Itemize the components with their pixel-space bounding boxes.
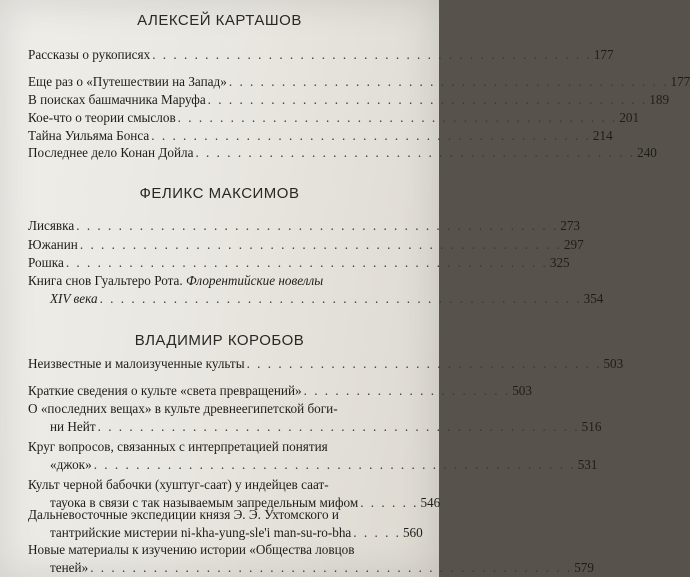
entry-title: Южанин bbox=[28, 237, 78, 252]
entry-title: Еще раз о «Путешествии на Запад» bbox=[28, 74, 227, 89]
entry-title: О «последних вещах» в культе древнеегипетской боги- bbox=[28, 401, 338, 416]
toc-entry[interactable] bbox=[28, 109, 640, 127]
toc-entry[interactable] bbox=[28, 382, 532, 400]
toc-entry[interactable] bbox=[28, 438, 598, 474]
entry-title-continuation: ни Нейт bbox=[50, 419, 96, 434]
toc-entry[interactable] bbox=[28, 91, 670, 109]
page-number: 354 bbox=[583, 291, 604, 306]
page-number: 177 bbox=[670, 74, 690, 89]
page-number: 189 bbox=[649, 92, 670, 107]
entry-title: Круг вопросов, связанных с интерпретацией понятия bbox=[28, 439, 328, 454]
toc-entry[interactable] bbox=[28, 73, 690, 91]
dot-leader: . . . . . bbox=[353, 525, 401, 540]
toc-entry[interactable] bbox=[28, 217, 581, 235]
dot-leader: . . . . . . . . . . . . . . . . . . . . . . . . . . . . . . . . . . . . . . . . . . bbox=[195, 145, 636, 160]
entry-title: Рассказы о рукописях bbox=[28, 47, 151, 62]
page-number: 325 bbox=[549, 255, 570, 270]
entry-title-continuation: XIV века bbox=[50, 291, 98, 306]
dot-leader: . . . . . . . . . . . . . . . . . . . . . . . . . . . . . . . . . . . . . . . . . . bbox=[177, 110, 618, 125]
entry-title: Новые материалы к изучению истории «Общества ловцов bbox=[28, 542, 355, 557]
page-number: 546 bbox=[420, 495, 441, 510]
page-number: 240 bbox=[637, 145, 657, 160]
entry-title: Неизвестные и малоизученные культы bbox=[28, 356, 245, 371]
page-number: 214 bbox=[592, 128, 613, 143]
page-number: 201 bbox=[619, 110, 640, 125]
dot-leader: . . . . . . . . . . . . . . . . . . . . . . . . . . . . . . . . . . . . . . . . . . . . . . bbox=[65, 255, 548, 270]
entry-title: Краткие сведения о культе «света превращений» bbox=[28, 383, 302, 398]
page-number: 560 bbox=[402, 525, 423, 540]
entry-title: Рошка bbox=[28, 255, 64, 270]
dot-leader: . . . . . . . . . . . . . . . . . . . . . . . . . . . . . . . . . . . . . . . . . . bbox=[228, 74, 669, 89]
toc-entry[interactable] bbox=[28, 236, 584, 254]
entry-title: Кое-что о теории смыслов bbox=[28, 110, 176, 125]
entry-title: Тайна Уильяма Бонса bbox=[28, 128, 150, 143]
entry-title: Лисявка bbox=[28, 218, 75, 233]
entry-title-continuation: тантрийские мистерии ni-kha-yung-sle'i man-su-ro-bha bbox=[50, 525, 352, 540]
toc-entry[interactable] bbox=[28, 254, 570, 272]
entry-title-italic: Флорентийские новеллы bbox=[186, 273, 324, 288]
dot-leader: . . . . . . . . . . . . . . . . . . . . . . . . . . . . . . . . . . . . . . . . . . . . . . bbox=[99, 291, 582, 306]
page-number: 516 bbox=[581, 419, 602, 434]
entry-title: Дальневосточные экспедиции князя Э. Э. Ухтомского и bbox=[28, 507, 339, 522]
dot-leader: . . . . . . . . . . . . . . . . . . . . . . . . . . . . . . . . . . . . . . . . . . bbox=[152, 47, 592, 62]
page-number: 297 bbox=[563, 237, 584, 252]
entry-title: Книга снов Гуальтеро Рота. bbox=[28, 273, 183, 288]
entry-title: Последнее дело Конан Дойла bbox=[28, 145, 194, 160]
page-number: 531 bbox=[577, 457, 598, 472]
toc-entry[interactable] bbox=[28, 506, 423, 542]
dot-leader: . . . . . . . . . . . . . . . . . . . . . . . . . . . . . . . . . . bbox=[246, 356, 602, 371]
page-number: 503 bbox=[603, 356, 624, 371]
toc-entry[interactable] bbox=[28, 127, 613, 145]
dot-leader: . . . . . . . . . . . . . . . . . . . . . . . . . . . . . . . . . . . . . . . . . . . . . . bbox=[90, 560, 573, 575]
page-number: 177 bbox=[593, 47, 614, 62]
toc-entry[interactable] bbox=[28, 355, 624, 373]
toc-entry[interactable] bbox=[28, 541, 594, 577]
dot-leader: . . . . . . . . . . . . . . . . . . . . . . . . . . . . . . . . . . . . . . . . . . . . . . bbox=[79, 237, 562, 252]
toc-entry[interactable] bbox=[28, 272, 604, 308]
entry-title-continuation: тауока в связи с так называемым запредельным мифом bbox=[50, 495, 359, 510]
dot-leader: . . . . . . . . . . . . . . . . . . . . . . . . . . . . . . . . . . . . . . . . . . bbox=[207, 92, 648, 107]
toc-entry[interactable] bbox=[28, 400, 602, 436]
dot-leader: . . . . . . bbox=[360, 495, 419, 510]
dot-leader: . . . . . . . . . . . . . . . . . . . . bbox=[303, 383, 511, 398]
dot-leader: . . . . . . . . . . . . . . . . . . . . . . . . . . . . . . . . . . . . . . . . . . . . . . bbox=[76, 218, 559, 233]
dot-leader: . . . . . . . . . . . . . . . . . . . . . . . . . . . . . . . . . . . . . . . . . . . . . . bbox=[93, 457, 576, 472]
page-number: 579 bbox=[574, 560, 594, 575]
page-number: 503 bbox=[512, 383, 532, 398]
entry-title-continuation: «джок» bbox=[50, 457, 92, 472]
page-number: 273 bbox=[560, 218, 581, 233]
entry-title: В поисках башмачника Маруфа bbox=[28, 92, 206, 107]
toc-entry[interactable] bbox=[28, 46, 614, 64]
author-heading: АЛЕКСЕЙ КАРТАШОВ bbox=[137, 12, 302, 29]
dot-leader: . . . . . . . . . . . . . . . . . . . . . . . . . . . . . . . . . . . . . . . . . . bbox=[151, 128, 591, 143]
entry-title-continuation: теней» bbox=[50, 560, 89, 575]
entry-title: Культ черной бабочки (хуштуг-саат) у индейцев саат- bbox=[28, 477, 329, 492]
author-heading: ВЛАДИМИР КОРОБОВ bbox=[134, 332, 305, 349]
author-heading: ФЕЛИКС МАКСИМОВ bbox=[139, 185, 300, 202]
dot-leader: . . . . . . . . . . . . . . . . . . . . . . . . . . . . . . . . . . . . . . . . . . . . . . bbox=[97, 419, 580, 434]
toc-entry[interactable] bbox=[28, 144, 657, 162]
